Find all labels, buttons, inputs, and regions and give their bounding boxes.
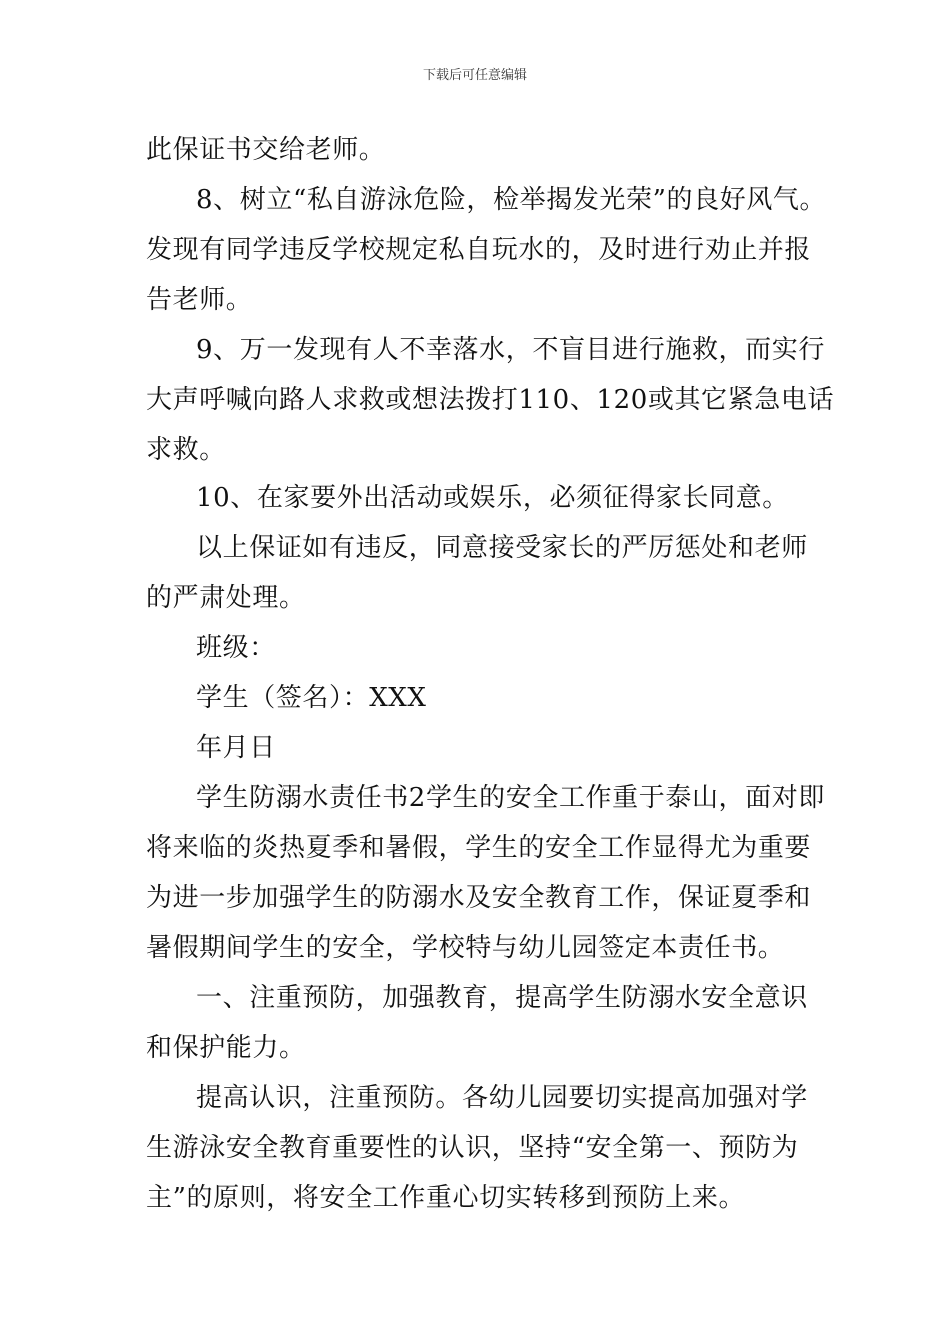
text-line: 以上保证如有违反，同意接受家长的严厉惩处和老师 bbox=[196, 533, 808, 563]
text-line: 告老师。 bbox=[146, 285, 253, 315]
text-line: 一、注重预防，加强教育，提高学生防溺水安全意识 bbox=[196, 983, 808, 1013]
text-line: 大声呼喊向路人求救或想法拨打110、120或其它紧急电话 bbox=[146, 385, 835, 415]
text-line: 生游泳安全教育重要性的认识，坚持“安全第一、预防为 bbox=[146, 1133, 799, 1163]
text-line: 和保护能力。 bbox=[146, 1033, 306, 1063]
text-line: 发现有同学违反学校规定私自玩水的，及时进行劝止并报 bbox=[146, 235, 812, 265]
text-line: 学生防溺水责任书2学生的安全工作重于泰山，面对即 bbox=[196, 783, 825, 813]
text-line: 9、万一发现有人不幸落水，不盲目进行施救，而实行 bbox=[196, 335, 825, 365]
text-line: 年月日 bbox=[196, 733, 276, 763]
text-line: 求救。 bbox=[146, 435, 226, 465]
text-line: 10、在家要外出活动或娱乐，必须征得家长同意。 bbox=[196, 483, 789, 513]
text-line: 为进一步加强学生的防溺水及安全教育工作，保证夏季和 bbox=[146, 883, 812, 913]
text-line: 学生（签名）：XXX bbox=[196, 683, 427, 713]
text-line: 将来临的炎热夏季和暑假，学生的安全工作显得尤为重要 bbox=[146, 833, 812, 863]
text-line: 此保证书交给老师。 bbox=[146, 135, 386, 165]
text-line: 暑假期间学生的安全，学校特与幼儿园签定本责任书。 bbox=[146, 933, 785, 963]
text-line: 8、树立“私自游泳危险，检举揭发光荣”的良好风气。 bbox=[196, 185, 827, 215]
text-line: 提高认识，注重预防。各幼儿园要切实提高加强对学 bbox=[196, 1083, 808, 1113]
text-line: 主”的原则，将安全工作重心切实转移到预防上来。 bbox=[146, 1183, 746, 1213]
text-line: 的严肃处理。 bbox=[146, 583, 306, 613]
text-line: 班级： bbox=[196, 633, 276, 663]
page-header-note: 下载后可任意编辑 bbox=[422, 68, 527, 83]
